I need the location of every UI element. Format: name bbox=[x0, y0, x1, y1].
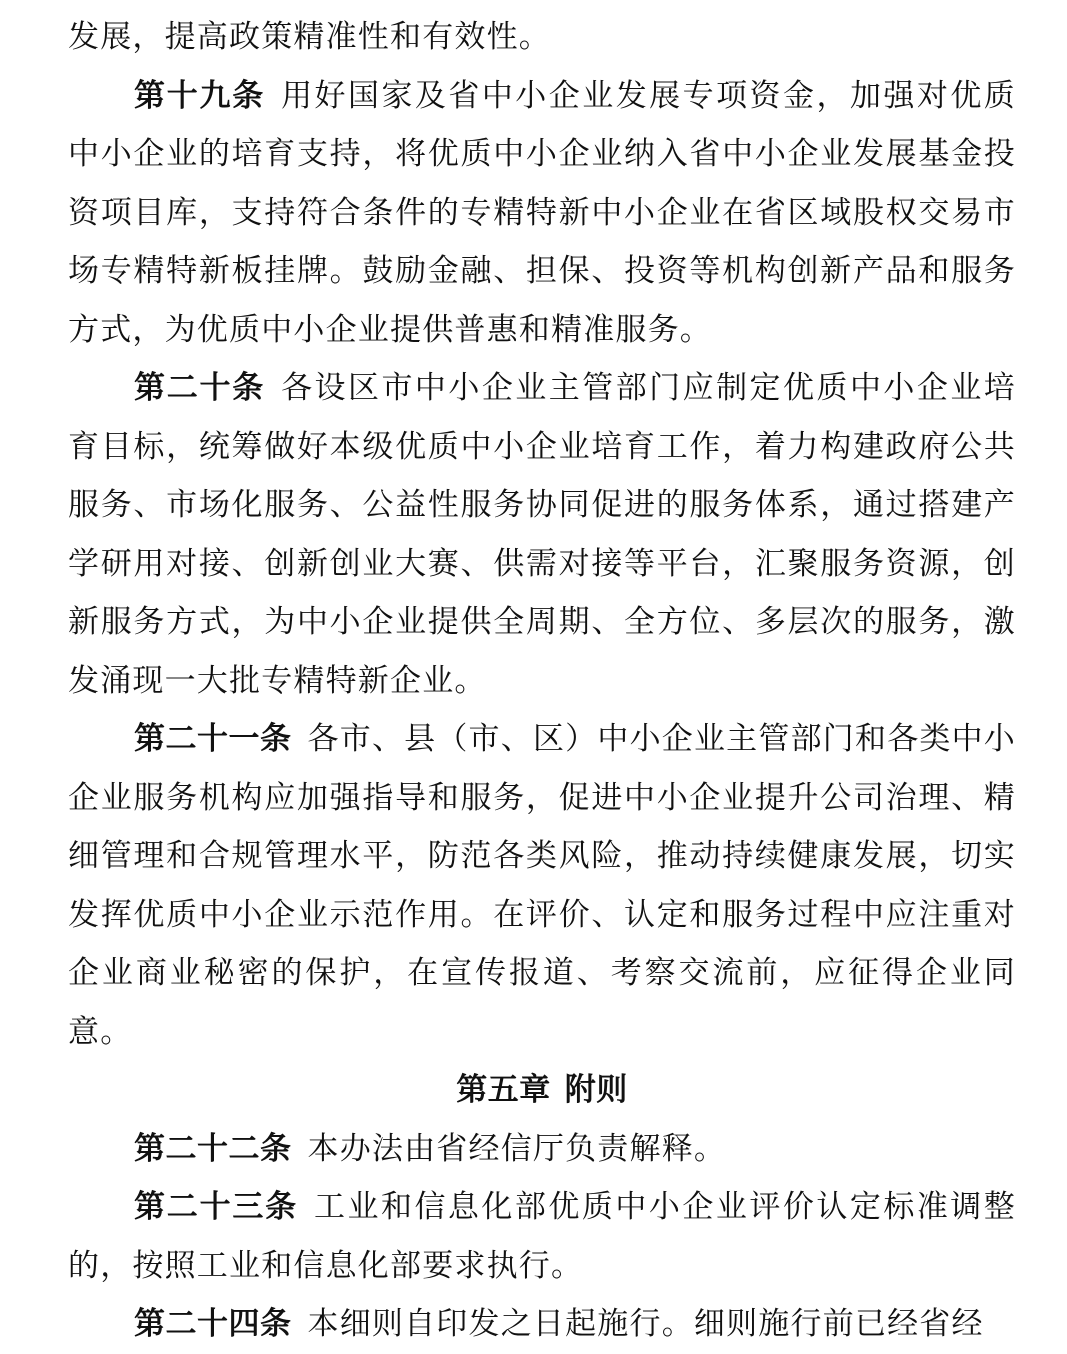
intro-paragraph: 发展，提高政策精准性和有效性。 bbox=[68, 19, 551, 55]
article-23 bbox=[68, 1178, 1016, 1295]
article-20 bbox=[68, 359, 1016, 710]
article-21 bbox=[68, 710, 1016, 1061]
document-page bbox=[68, 8, 1016, 1354]
article-23-number: 第二十三条 bbox=[134, 1189, 298, 1225]
chapter-number: 第五章 bbox=[456, 1072, 551, 1108]
chapter-title: 附则 bbox=[564, 1072, 628, 1108]
article-19-text: 用好国家及省中小企业发展专项资金，加强对优质中小企业的培育支持，将优质中小企业纳入省中小企业发展基金投资项目库，支持符合条件的专精特新中小企业在省区域股权交易市场专精特新板挂牌。鼓励金融、担保、投资等机构创新产品和服务方式，为优质中小企业提供普惠和精准服务。 bbox=[68, 77, 1016, 348]
article-24-number: 第二十四条 bbox=[134, 1306, 292, 1342]
article-19-number: 第十九条 bbox=[134, 77, 266, 114]
article-21-text: 各市、县（市、区）中小企业主管部门和各类中小企业服务机构应加强指导和服务，促进中小企业提升公司治理、精细管理和合规管理水平，防范各类风险，推动持续健康发展，切实发挥优质中小企业示范作用。在评价、认定和服务过程中应注重对企业商业秘密的保护，在宣传报道、考察交流前，应征得企业同意。 bbox=[68, 721, 1017, 1050]
article-24 bbox=[68, 1295, 1016, 1354]
article-20-text: 各设区市中小企业主管部门应制定优质中小企业培育目标，统筹做好本级优质中小企业培育工作，着力构建政府公共服务、市场化服务、公益性服务协同促进的服务体系，通过搭建产学研用对接、创新创业大赛、供需对接等平台，汇聚服务资源，创新服务方式，为中小企业提供全周期、全方位、多层次的服务，激发涌现一大批专精特新企业。 bbox=[68, 370, 1016, 699]
chapter-heading bbox=[68, 1061, 1016, 1120]
article-22-number: 第二十二条 bbox=[134, 1130, 292, 1167]
article-22 bbox=[68, 1120, 1016, 1179]
article-19 bbox=[68, 67, 1016, 360]
article-22-text: 本办法由省经信厅负责解释。 bbox=[307, 1130, 727, 1167]
article-21-number: 第二十一条 bbox=[134, 721, 292, 757]
article-23-text: 工业和信息化部优质中小企业评价认定标准调整的，按照工业和信息化部要求执行。 bbox=[68, 1189, 1017, 1284]
article-20-number: 第二十条 bbox=[134, 370, 266, 406]
article-24-text: 本细则自印发之日起施行。细则施行前已经省经 bbox=[307, 1306, 984, 1342]
